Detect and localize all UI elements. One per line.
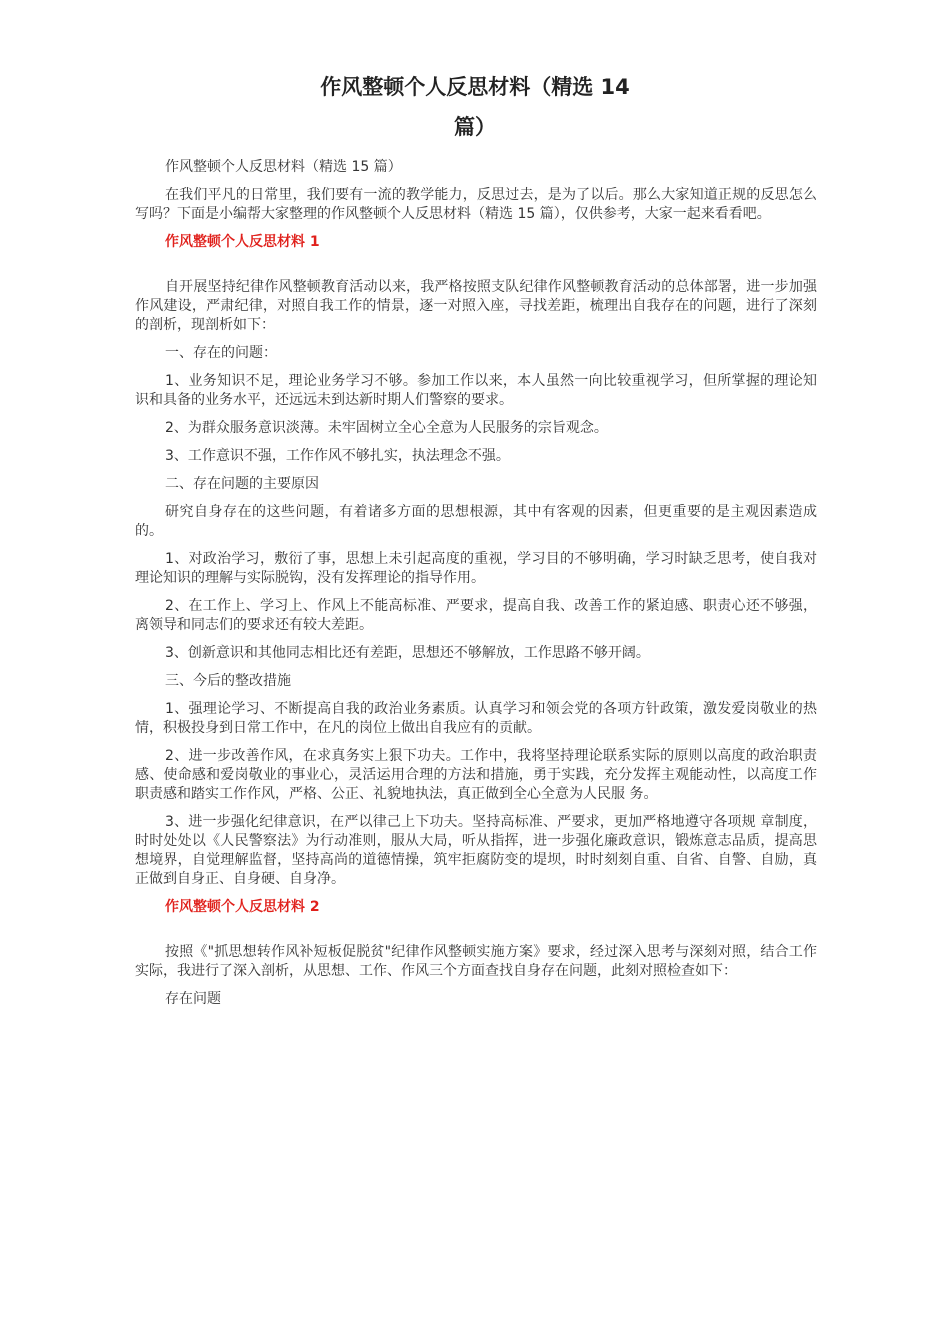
section-1-reasons-heading: 二、存在问题的主要原因 <box>165 476 319 492</box>
problem-item-2: 2、为群众服务意识淡薄。未牢固树立全心全意为人民服务的宗旨观念。 <box>165 420 608 436</box>
subtitle: 作风整顿个人反思材料（精选 15 篇） <box>165 159 402 175</box>
problem-item-3: 3、工作意识不强，工作作风不够扎实，执法理念不强。 <box>165 448 510 464</box>
section-2-heading: 作风整顿个人反思材料 2 <box>165 899 320 915</box>
section-1-problems-heading: 一、存在的问题： <box>165 345 277 361</box>
measure-item-2: 2、进一步改善作风，在求真务实上狠下功夫。工作中，我将坚持理论联系实际的原则以高度的政治职责感、使命感和爱岗敬业的事业心，灵活运用合理的方法和措施，勇于实践，充分发挥主观能动性，以高度工作职责感和踏实工作作风，严格、公正、礼貌地执法，真正做到全心全意为人民服 务。 <box>135 748 817 802</box>
section-1-paragraph: 自开展坚持纪律作风整顿教育活动以来，我严格按照支队纪律作风整顿教育活动的总体部署，进一步加强作风建设，严肃纪律，对照自我工作的情景，逐一对照入座，寻找差距，梳理出自我存在的问题，进行了深刻的剖析，现剖析如下： <box>135 279 817 333</box>
section-1-measures-heading: 三、今后的整改措施 <box>165 673 291 689</box>
intro-paragraph: 在我们平凡的日常里，我们要有一流的教学能力，反思过去，是为了以后。那么大家知道正规的反思怎么写吗？下面是小编帮大家整理的作风整顿个人反思材料（精选 15 篇），仅供参考，大家一起来看看吧。 <box>135 187 817 222</box>
measure-item-3: 3、进一步强化纪律意识，在严以律己上下功夫。坚持高标准、严要求，更加严格地遵守各项规 章制度，时时处处以《人民警察法》为行动准则，服从大局，听从指挥，进一步强化廉政意识，锻炼意志品质，提高思想境界，自觉理解监督，坚持高尚的道德情操，筑牢拒腐防变的堤坝，时时刻刻自重、自省、自警、自励，真正做到自身正、自身硬、自身净。 <box>135 814 817 887</box>
document-body <box>135 158 817 1018</box>
reason-item-1: 1、对政治学习，敷衍了事，思想上未引起高度的重视，学习目的不够明确，学习时缺乏思考，使自我对理论知识的理解与实际脱钩，没有发挥理论的指导作用。 <box>135 551 817 586</box>
measure-item-1: 1、强理论学习、不断提高自我的政治业务素质。认真学习和领会党的各项方针政策，激发爱岗敬业的热情，积极投身到日常工作中，在凡的岗位上做出自我应有的贡献。 <box>135 701 817 736</box>
reason-item-3: 3、创新意识和其他同志相比还有差距，思想还不够解放，工作思路不够开阔。 <box>165 645 650 661</box>
reasons-intro: 研究自身存在的这些问题，有着诸多方面的思想根源，其中有客观的因素，但更重要的是主观因素造成的。 <box>135 504 817 539</box>
section-2-problems-heading: 存在问题 <box>165 991 221 1007</box>
reason-item-2: 2、在工作上、学习上、作风上不能高标准、严要求，提高自我、改善工作的紧迫感、职责心还不够强，离领导和同志们的要求还有较大差距。 <box>135 598 817 633</box>
section-1-heading: 作风整顿个人反思材料 1 <box>165 234 320 250</box>
document-title-line-2: 篇） <box>454 115 496 139</box>
problem-item-1: 1、业务知识不足，理论业务学习不够。参加工作以来，本人虽然一向比较重视学习，但所掌握的理论知识和具备的业务水平，还远远未到达新时期人们警察的要求。 <box>135 373 817 408</box>
section-2-paragraph: 按照《"抓思想转作风补短板促脱贫"纪律作风整顿实施方案》要求，经过深入思考与深刻对照，结合工作实际，我进行了深入剖析，从思想、工作、作风三个方面查找自身存在问题，此刻对照检查如下： <box>135 944 817 979</box>
document-title-line-1: 作风整顿个人反思材料（精选 14 <box>320 75 630 99</box>
